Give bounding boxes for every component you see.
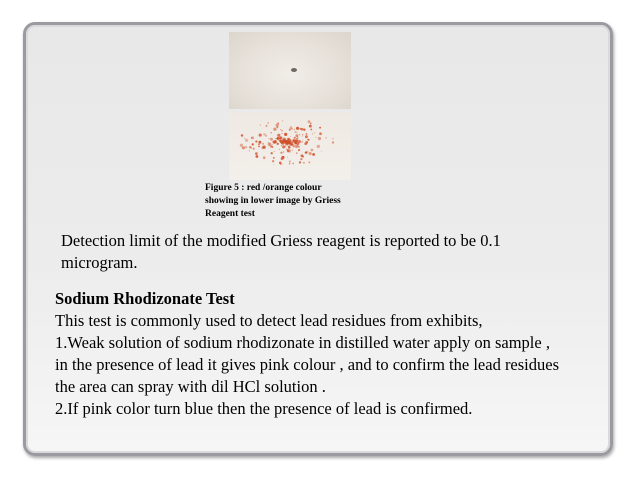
stain-speck xyxy=(277,134,280,137)
stain-speck xyxy=(298,140,301,143)
stain-speck xyxy=(261,146,264,149)
stain-speck xyxy=(258,143,260,145)
stain-speck xyxy=(300,158,302,160)
stain-speck xyxy=(275,138,276,139)
stain-speck xyxy=(272,144,273,145)
stain-speck xyxy=(276,126,278,128)
stain-speck xyxy=(280,163,282,165)
stain-speck xyxy=(280,129,281,130)
stain-speck xyxy=(271,152,273,154)
stain-speck xyxy=(268,122,269,123)
stain-speck xyxy=(310,122,312,124)
stain-speck xyxy=(318,137,321,140)
stain-speck xyxy=(296,145,299,148)
stain-speck xyxy=(298,150,299,151)
figure-image-lower xyxy=(229,112,351,180)
stain-speck xyxy=(294,137,296,139)
stain-speck xyxy=(312,133,313,134)
stain-speck xyxy=(297,137,299,139)
stain-speck xyxy=(282,145,285,148)
stain-speck xyxy=(301,128,304,131)
stain-speck xyxy=(251,137,252,138)
stain-speck xyxy=(255,140,257,142)
stain-speck xyxy=(302,136,303,137)
stain-speck xyxy=(282,120,283,121)
stain-speck xyxy=(277,143,279,145)
stain-speck xyxy=(312,153,315,156)
stain-speck xyxy=(259,134,262,137)
stain-speck xyxy=(299,161,301,163)
stain-speck xyxy=(255,152,258,155)
stain-speck xyxy=(308,139,310,141)
stain-speck xyxy=(279,149,280,150)
stain-speck xyxy=(250,147,252,149)
stain-speck xyxy=(297,132,298,133)
stain-speck xyxy=(296,152,297,153)
stain-speck xyxy=(273,157,275,159)
stain-speck xyxy=(249,150,250,151)
stain-speck xyxy=(301,154,304,157)
stain-speck xyxy=(294,129,295,130)
stain-speck xyxy=(309,152,312,155)
stain-speck xyxy=(273,164,274,165)
body-line: in the presence of lead it gives pink colour , and to confirm the lead residues xyxy=(55,355,560,374)
stain-speck xyxy=(241,134,243,136)
figure-upper-spot xyxy=(291,68,297,72)
stain-speck xyxy=(319,127,321,129)
stain-speck xyxy=(253,148,255,150)
stain-speck xyxy=(289,129,291,131)
stain-speck xyxy=(290,126,293,129)
stain-speck xyxy=(305,151,307,153)
stain-speck xyxy=(302,134,303,135)
stain-speck xyxy=(306,133,308,135)
stain-speck xyxy=(305,141,308,144)
stain-speck xyxy=(276,123,279,126)
stain-speck xyxy=(285,138,286,139)
stain-speck xyxy=(271,132,272,133)
stain-speck xyxy=(319,132,322,135)
stain-speck xyxy=(269,145,270,146)
stain-speck xyxy=(287,157,288,158)
stain-speck xyxy=(281,130,283,132)
stain-speck xyxy=(268,138,269,139)
stain-speck xyxy=(282,164,283,165)
stain-speck xyxy=(321,151,322,152)
stain-speck xyxy=(272,146,274,148)
stain-speck xyxy=(252,143,254,145)
caption-line: Figure 5 : red /orange colour xyxy=(205,183,322,193)
stain-speck xyxy=(262,143,264,145)
stain-speck xyxy=(288,146,289,147)
stain-speck xyxy=(260,125,261,126)
stain-speck xyxy=(288,142,291,145)
stain-speck xyxy=(244,138,245,139)
body-line: the area can spray with dil HCl solution . xyxy=(55,377,326,396)
caption-line: Reagent test xyxy=(205,209,255,219)
stain-speck xyxy=(295,142,296,143)
stain-speck xyxy=(272,160,274,162)
stain-speck xyxy=(311,149,314,152)
stain-speck xyxy=(287,148,290,151)
stain-speck xyxy=(256,155,259,158)
stain-speck xyxy=(308,120,311,123)
stain-speck xyxy=(332,141,334,143)
stain-speck xyxy=(302,139,303,140)
stain-speck xyxy=(305,135,308,138)
stain-speck xyxy=(242,146,245,149)
stain-speck xyxy=(274,151,275,152)
figure-image-upper xyxy=(229,32,351,109)
orange-stain-graphic xyxy=(229,112,351,180)
stain-speck xyxy=(303,129,305,131)
stain-speck xyxy=(285,141,287,143)
stain-speck xyxy=(290,136,291,137)
stain-speck xyxy=(303,162,304,163)
stain-speck xyxy=(283,151,284,152)
stain-speck xyxy=(292,144,295,147)
stain-speck xyxy=(301,141,303,143)
stain-speck xyxy=(291,149,293,151)
stain-speck xyxy=(275,141,277,143)
stain-speck xyxy=(315,137,316,138)
stain-speck xyxy=(293,139,296,142)
stain-speck xyxy=(281,133,282,134)
caption-line: showing in lower image by Griess xyxy=(205,196,341,206)
stain-speck xyxy=(258,146,260,148)
stain-speck xyxy=(289,160,291,162)
stain-speck xyxy=(258,141,261,144)
stain-speck xyxy=(309,125,312,128)
stain-speck xyxy=(292,163,294,165)
stain-speck xyxy=(270,138,273,141)
stain-speck xyxy=(273,128,276,131)
stain-speck xyxy=(281,157,284,160)
body-line: This test is commonly used to detect lead residues from exhibits, xyxy=(55,311,483,330)
stain-speck xyxy=(296,127,299,130)
stain-speck xyxy=(245,146,248,149)
body-line: 1.Weak solution of sodium rhodizonate in distilled water apply on sample , xyxy=(55,333,550,352)
stain-speck xyxy=(263,156,266,159)
stain-speck xyxy=(245,139,248,142)
stain-speck xyxy=(265,125,266,126)
stain-speck xyxy=(300,141,301,142)
stain-speck xyxy=(289,163,290,164)
stain-speck xyxy=(308,161,310,163)
stain-speck xyxy=(240,144,243,147)
stain-speck xyxy=(295,131,297,133)
stain-speck xyxy=(268,142,269,143)
sodium-rhodizonate-section xyxy=(55,288,615,420)
stain-speck xyxy=(278,137,281,140)
detection-limit-text: Detection limit of the modified Griess reagent is reported to be 0.1 microgram. xyxy=(61,231,501,272)
section-heading: Sodium Rhodizonate Test xyxy=(55,289,235,308)
stain-speck xyxy=(281,145,282,146)
stain-speck xyxy=(332,138,333,139)
stain-speck xyxy=(325,137,326,138)
stain-speck xyxy=(280,152,282,154)
body-line: 2.If pink color turn blue then the presence of lead is confirmed. xyxy=(55,399,473,418)
stain-speck xyxy=(284,133,287,136)
stain-speck xyxy=(299,134,301,136)
figure-caption xyxy=(205,182,405,221)
stain-speck xyxy=(314,132,315,133)
stain-speck xyxy=(263,133,265,135)
stain-speck xyxy=(317,145,320,148)
stain-speck xyxy=(310,129,312,131)
stain-speck xyxy=(269,142,272,145)
